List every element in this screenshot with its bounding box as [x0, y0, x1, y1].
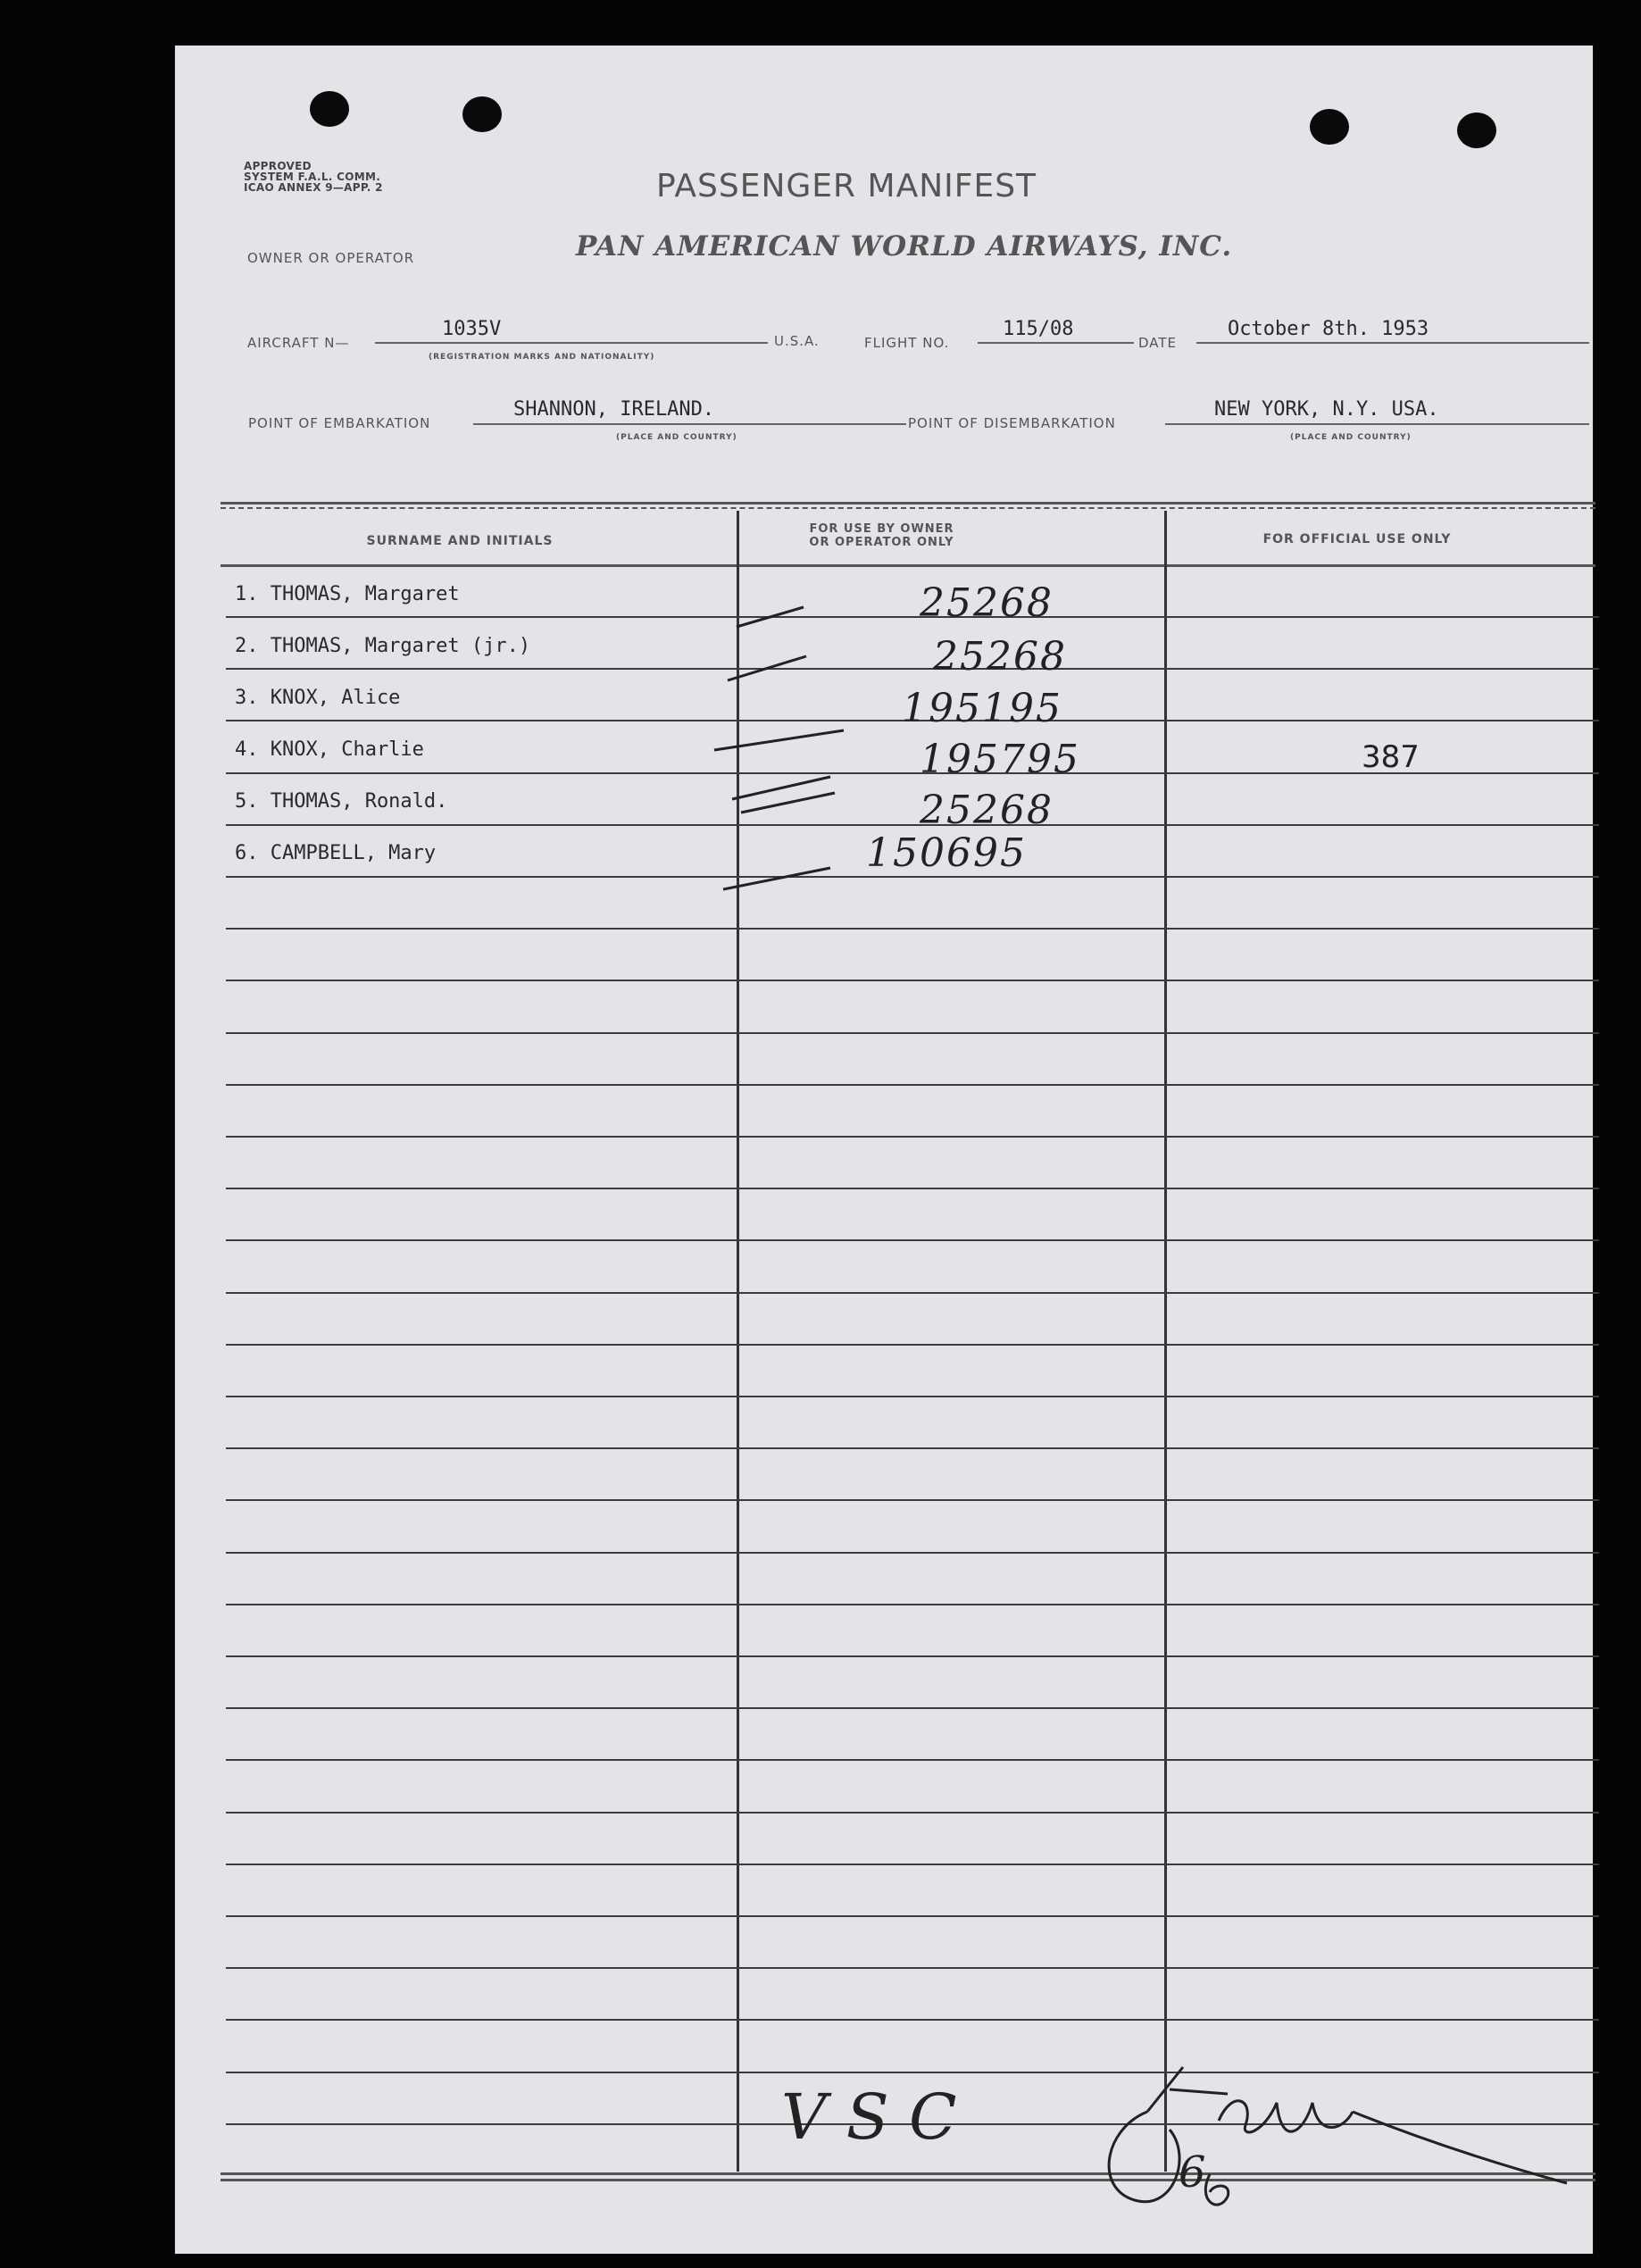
aircraft-value: 1035V	[442, 318, 502, 340]
table-row-line	[226, 1136, 1599, 1138]
table-row-line	[226, 1707, 1599, 1709]
table-top-rule	[221, 507, 1595, 509]
official-note: 387	[1362, 739, 1420, 775]
approval-line: ICAO ANNEX 9—APP. 2	[244, 181, 383, 194]
punch-hole	[1457, 113, 1496, 148]
operator-label: OWNER OR OPERATOR	[247, 250, 415, 266]
column-header-official-use: FOR OFFICIAL USE ONLY	[1262, 532, 1452, 546]
flight-value: 115/08	[1003, 318, 1074, 340]
table-row-line	[226, 1447, 1599, 1449]
embarkation-value: SHANNON, IRELAND.	[513, 398, 715, 421]
page-title: PASSENGER MANIFEST	[656, 168, 1037, 204]
table-row-line	[226, 1552, 1599, 1554]
passenger-name: 1. THOMAS, Margaret	[235, 583, 460, 605]
approval-line: APPROVED	[244, 160, 312, 172]
passenger-name: 2. THOMAS, Margaret (jr.)	[235, 635, 531, 657]
embarkation-label: POINT OF EMBARKATION	[248, 415, 431, 431]
disembarkation-sublabel: (PLACE AND COUNTRY)	[1290, 433, 1412, 442]
table-row-line	[226, 1292, 1599, 1294]
check-mark	[723, 868, 830, 889]
footer-count: 6	[1179, 2147, 1206, 2197]
approval-block	[244, 161, 449, 193]
column-header-surname: SURNAME AND INITIALS	[366, 534, 554, 548]
table-row-line	[226, 1864, 1599, 1865]
disembarkation-label: POINT OF DISEMBARKATION	[908, 415, 1116, 431]
passenger-ref: 25268	[920, 788, 1054, 833]
table-row-line	[226, 980, 1599, 981]
table-top-rule	[221, 502, 1595, 504]
table-row-line	[226, 824, 1599, 826]
punch-hole	[462, 96, 502, 132]
disembarkation-underline	[1165, 423, 1589, 425]
embarkation-underline	[473, 423, 906, 425]
check-mark	[741, 793, 835, 813]
signature	[1085, 2049, 1585, 2219]
check-mark	[714, 730, 844, 750]
flight-label: FLIGHT NO.	[864, 335, 950, 351]
table-row-line	[226, 876, 1599, 878]
table-row-line	[226, 1239, 1599, 1241]
table-row-line	[226, 2019, 1599, 2021]
passenger-ref: 195195	[902, 686, 1062, 731]
nationality-label: U.S.A.	[774, 333, 820, 349]
date-value: October 8th. 1953	[1228, 318, 1429, 340]
check-mark	[737, 607, 804, 627]
passenger-ref: 150695	[866, 830, 1027, 876]
approval-line: SYSTEM F.A.L. COMM.	[244, 171, 381, 183]
table-row-line	[226, 1396, 1599, 1397]
date-underline	[1196, 342, 1589, 344]
aircraft-label: AIRCRAFT N—	[247, 335, 350, 351]
column-divider	[1164, 511, 1167, 2172]
table-row-line	[226, 1759, 1599, 1761]
table-row-line	[226, 1344, 1599, 1346]
header-bottom-rule	[221, 564, 1595, 567]
punch-hole	[310, 91, 349, 127]
table-row-line	[226, 928, 1599, 930]
table-row-line	[226, 1032, 1599, 1034]
aircraft-underline	[375, 342, 768, 344]
table-row-line	[226, 1188, 1599, 1189]
table-row-line	[226, 1499, 1599, 1501]
passenger-name: 4. KNOX, Charlie	[235, 738, 424, 761]
column-header-owner-use	[737, 522, 1027, 549]
table-row-line	[226, 616, 1599, 618]
embarkation-sublabel: (PLACE AND COUNTRY)	[616, 433, 737, 442]
manifest-sheet	[174, 45, 1594, 2255]
passenger-name: 3. KNOX, Alice	[235, 687, 401, 709]
footer-mark: V S C	[781, 2080, 957, 2154]
column-header-owner-line: OR OPERATOR ONLY	[809, 536, 954, 549]
column-header-owner-line: FOR USE BY OWNER	[809, 522, 954, 536]
table-row-line	[226, 1084, 1599, 1086]
table-row-line	[226, 668, 1599, 670]
operator-name: PAN AMERICAN WORLD AIRWAYS, INC.	[576, 230, 1233, 263]
table-row-line	[226, 1655, 1599, 1657]
punch-hole	[1310, 109, 1349, 145]
passenger-ref: 25268	[933, 634, 1067, 680]
passenger-ref: 25268	[920, 580, 1054, 626]
table-row-line	[226, 1967, 1599, 1969]
table-row-line	[226, 1604, 1599, 1605]
passenger-ref: 195795	[920, 737, 1080, 782]
table-row-line	[226, 1915, 1599, 1917]
check-mark	[728, 656, 806, 680]
aircraft-sublabel: (REGISTRATION MARKS AND NATIONALITY)	[429, 353, 655, 362]
disembarkation-value: NEW YORK, N.Y. USA.	[1214, 398, 1439, 421]
passenger-name: 6. CAMPBELL, Mary	[235, 842, 437, 864]
table-row-line	[226, 1812, 1599, 1814]
flight-underline	[978, 342, 1134, 344]
date-label: DATE	[1138, 335, 1178, 351]
passenger-name: 5. THOMAS, Ronald.	[235, 790, 448, 813]
